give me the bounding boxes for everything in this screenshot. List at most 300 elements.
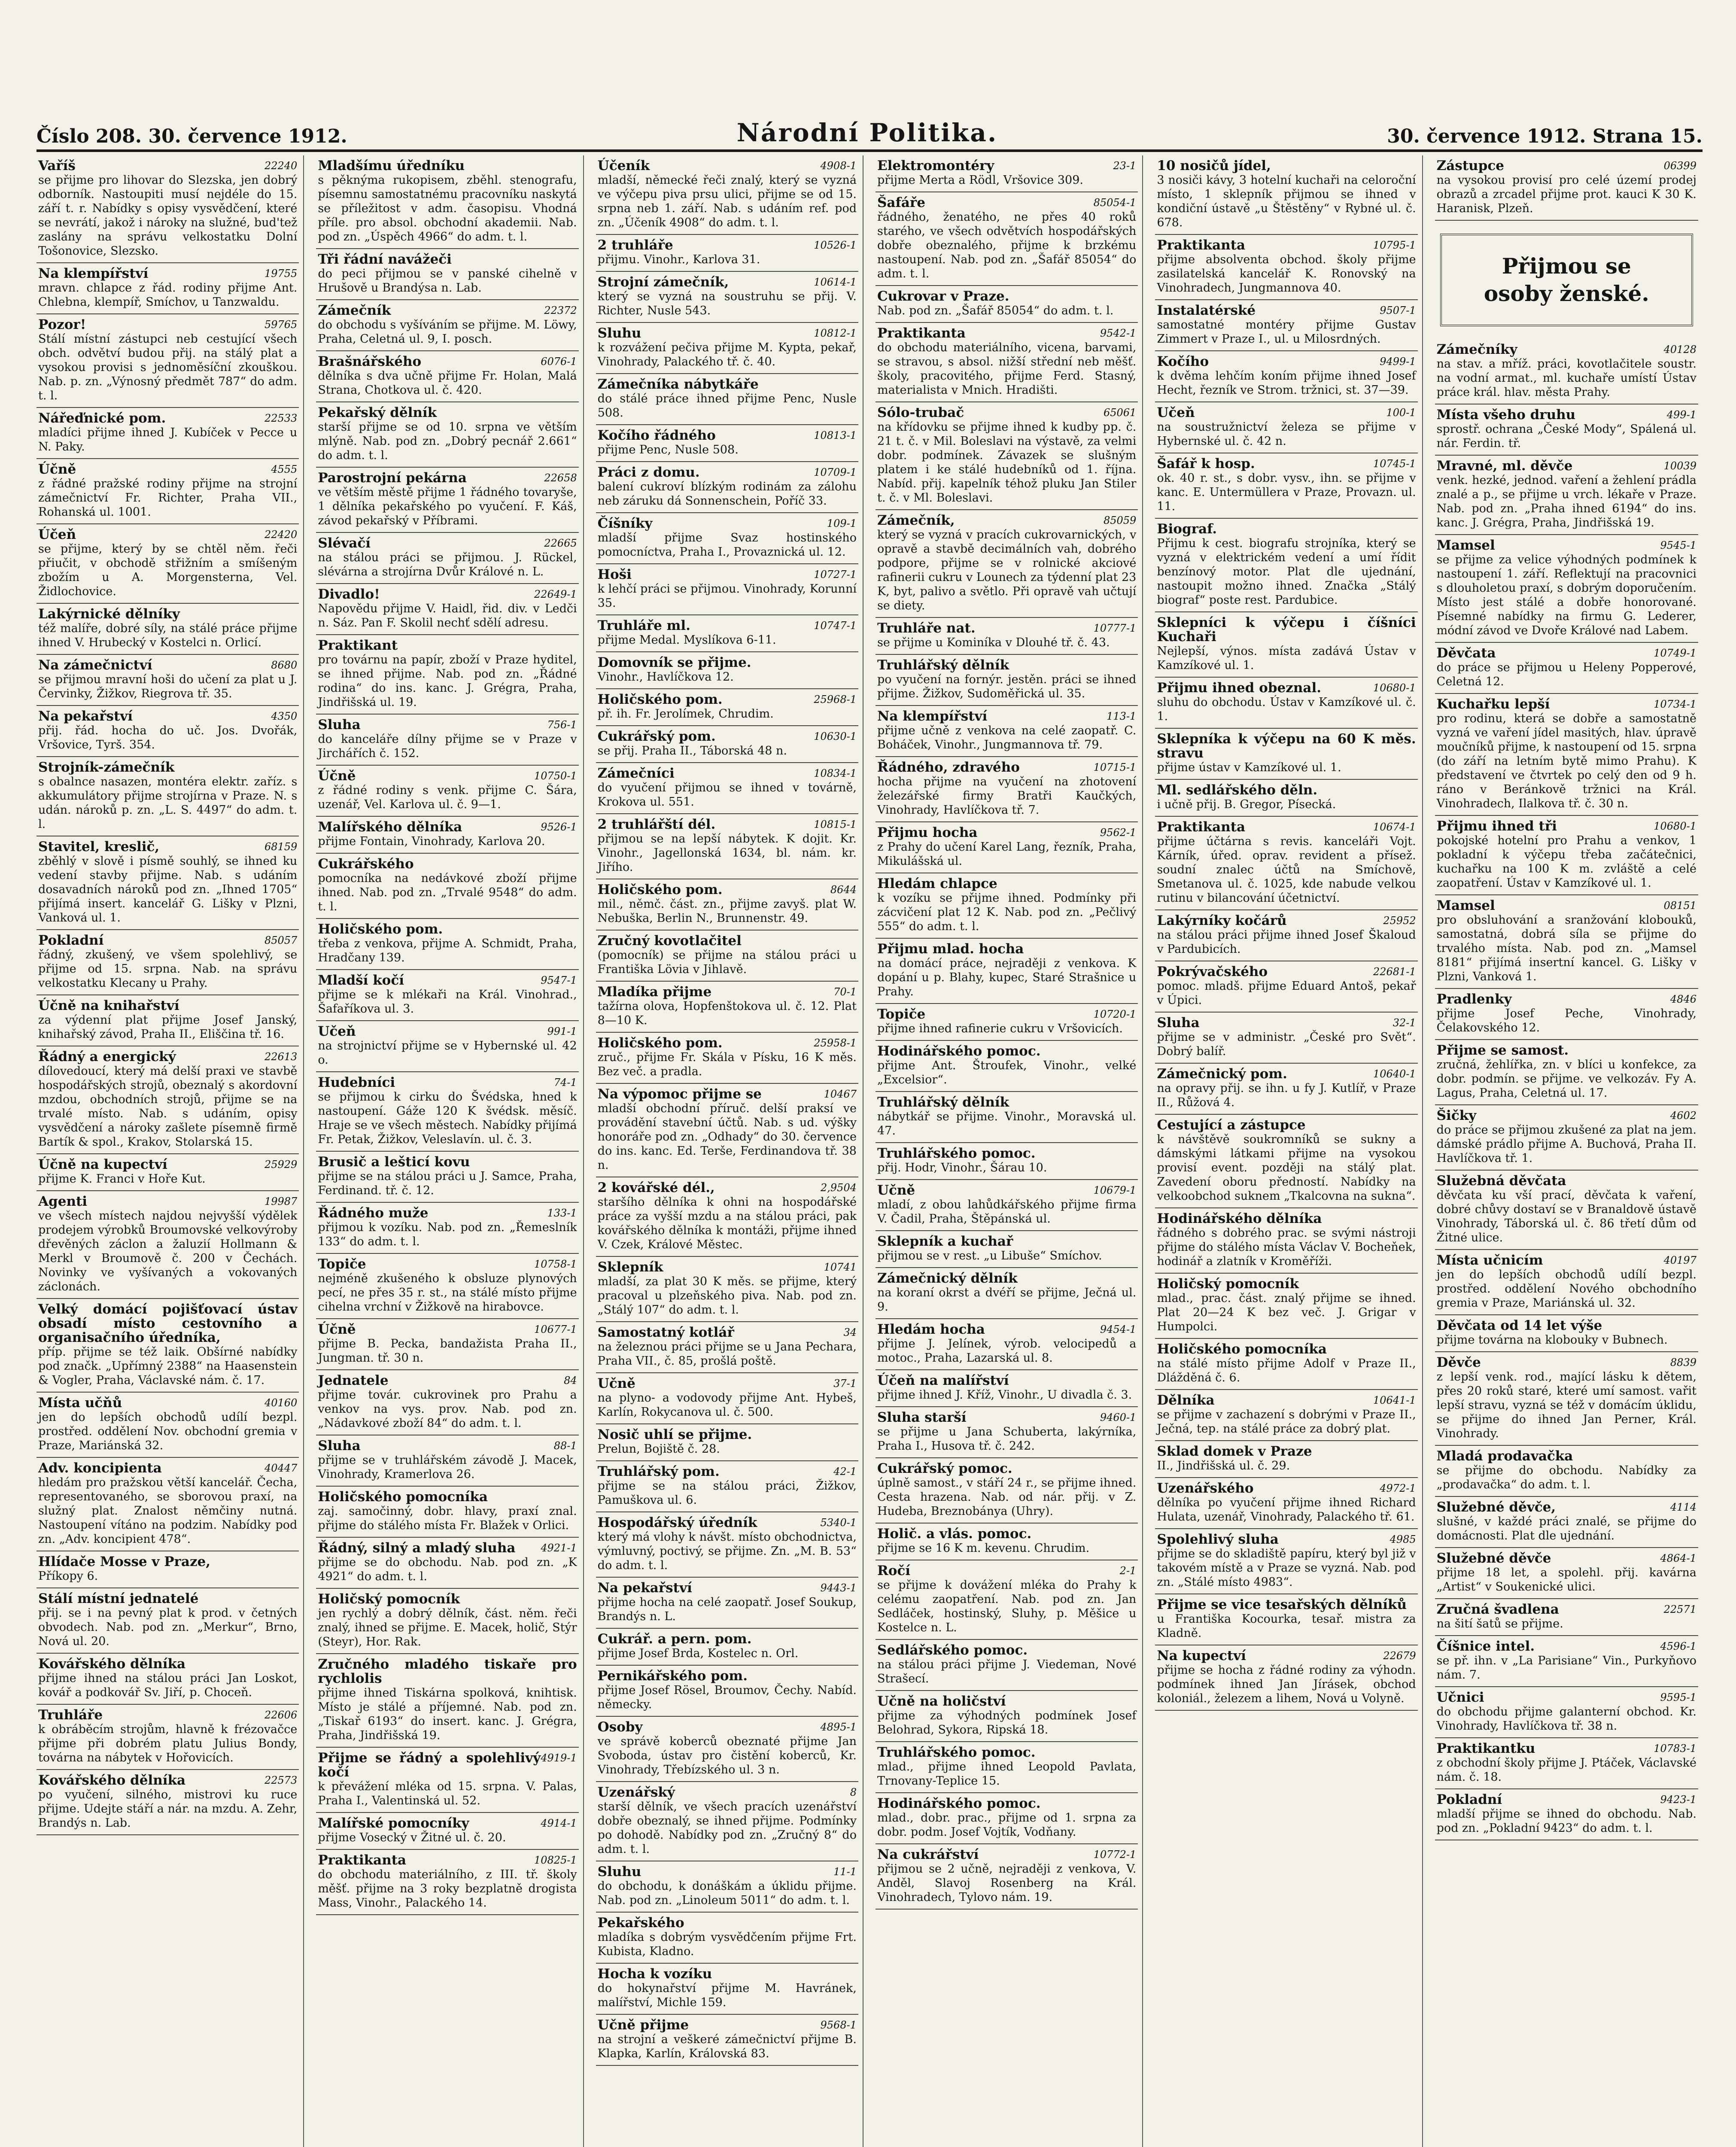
ad-body: 3 nosiči kávy, 3 hotelní kuchaři na celoroční místo, 1 sklepník přijmou se ihned v kondiční ústavě „u Štěstěny“ v Rybné ul. č. 678. <box>1157 173 1416 229</box>
ad-heading: Kovářského dělníka <box>38 1656 186 1672</box>
ad-body: přijmou se na lepší nábytek. K dojit. Kr. Vinohr., Jagellonská 1634, bl. nám. kr. Jiřího. <box>597 832 857 874</box>
section-box-line: Přijmou se <box>1502 253 1631 279</box>
ad-code: 9595-1 <box>1660 1691 1696 1703</box>
ad-heading: Praktikanta <box>1157 237 1246 253</box>
classified-ad <box>596 763 858 814</box>
ad-body: přijmou k vozíku. Nab. pod zn. „Řemeslník 133“ do adm. t. l. <box>318 1221 577 1248</box>
classified-ad <box>1435 1250 1698 1315</box>
classified-ad <box>876 873 1138 939</box>
classified-ad <box>876 155 1138 192</box>
ad-heading: Hodinářského pomoc. <box>877 1043 1041 1059</box>
classified-ad <box>1435 1171 1698 1250</box>
ad-body: k převážení mléka od 15. srpna. V. Palas, Praha I., Valentinská ul. 52. <box>318 1780 577 1807</box>
classified-ad <box>596 1578 858 1629</box>
ad-heading: Zámečníky <box>1436 342 1517 357</box>
header-rule <box>36 149 1703 152</box>
ad-heading: Nářeďnické pom. <box>38 411 166 426</box>
classified-ad <box>1435 895 1698 989</box>
classified-ad <box>316 351 578 402</box>
ad-heading: Služebné děvče <box>1436 1551 1551 1566</box>
ad-body: přijme továrna na klobouky v Bubnech. <box>1436 1333 1668 1347</box>
ad-heading: Holič. a vlás. pomoc. <box>877 1526 1032 1542</box>
ad-heading: Truhláře ml. <box>597 618 690 633</box>
ad-code: 9443-1 <box>820 1582 857 1594</box>
ad-heading: Nosič uhlí se přijme. <box>597 1427 752 1442</box>
section-box-line: osoby ženské. <box>1484 281 1649 306</box>
ad-heading: Ročí <box>877 1563 911 1578</box>
ad-code: 8644 <box>830 884 857 896</box>
column-5 <box>1155 155 1423 2147</box>
ad-code: 70-1 <box>833 986 857 998</box>
classified-ad <box>1155 1064 1417 1115</box>
classified-ad <box>876 1691 1138 1742</box>
classified-ad <box>1155 1013 1417 1064</box>
ad-body: pro továrnu na papír, zboží v Praze hyditel, se ihned přijme. Nab. pod zn. „Řádné rodina“ do ins. kanc. J. Grégra, Praha, Jindřišská ul. 19. <box>318 653 577 709</box>
ad-body: u Františka Kocourka, tesař. mistra za Kladně. <box>1157 1612 1416 1640</box>
classified-ad <box>36 1191 299 1299</box>
classified-ad <box>876 1524 1138 1560</box>
ad-code: 9545-1 <box>1660 539 1696 551</box>
ad-code: 10680-1 <box>1373 682 1416 694</box>
ad-code: 4114 <box>1670 1501 1696 1513</box>
classified-ad <box>1155 678 1417 729</box>
ad-heading: Účeník <box>597 158 650 173</box>
classified-ad <box>876 822 1138 873</box>
ad-code: 9568-1 <box>820 2019 857 2031</box>
ad-heading: Místa všeho druhu <box>1436 407 1576 423</box>
ad-body: se přijme do obchodu. Nabídky za „prodavačka“ do adm. t. l. <box>1436 1464 1696 1491</box>
ad-code: 4919-1 <box>541 1752 577 1764</box>
ad-heading: Šafář k hosp. <box>1157 456 1255 471</box>
ad-body: na strojnictví přijme se v Hybernské ul. 42 o. <box>318 1039 577 1067</box>
ad-heading: Holičského pom. <box>597 1035 723 1051</box>
classified-ad <box>1155 351 1417 402</box>
ad-heading: Děvčata <box>1436 645 1496 661</box>
page-header <box>36 111 1703 147</box>
ad-code: 6076-1 <box>541 356 577 368</box>
ad-body: na strojní a veškeré zámečnictví přijme B. Klapka, Karlín, Královská 83. <box>597 2033 857 2060</box>
classified-ad <box>1155 453 1417 519</box>
ad-body: přijme se do obchodu. Nab. pod zn. „K 4921“ do adm. t. l. <box>318 1556 577 1583</box>
ad-code: 25958-1 <box>814 1037 857 1049</box>
classified-ad <box>876 1092 1138 1143</box>
ad-code: 10825-1 <box>534 1854 577 1866</box>
ad-heading: Kovářského dělníka <box>38 1773 186 1788</box>
ad-code: 2-1 <box>1119 1565 1137 1577</box>
ad-heading: Zámečnický dělník <box>877 1271 1018 1286</box>
ad-body: přijme ihned rafinerie cukru v Vršovicích. <box>877 1022 1123 1035</box>
ad-code: 68159 <box>264 841 298 853</box>
ad-code: 109-1 <box>827 517 857 529</box>
ad-heading: Zámečníci <box>597 766 675 781</box>
ad-heading: Učnici <box>1436 1690 1484 1705</box>
classified-ad <box>36 1299 299 1393</box>
ad-body: z lepší venk. rod., mající lásku k dětem, přes 20 roků staré, které umí samost. vařit lepší stravu, vyzná se též v domácím úklidu, se přijme do ihned Jan Perner, Král. Vinohrady. <box>1436 1370 1696 1440</box>
ad-body: k obráběcím strojům, hlavně k frézovačce přijme při dobrém platu Julius Bondy, továrna na nábytek v Hořovicích. <box>38 1723 298 1764</box>
ad-code: 10715-1 <box>1093 761 1137 773</box>
ad-code: 9460-1 <box>1100 1411 1137 1423</box>
ad-code: 4908-1 <box>820 160 857 172</box>
newspaper-title: Národní Politika. <box>736 118 998 147</box>
classified-ad <box>596 1964 858 2015</box>
ad-code: 10039 <box>1663 460 1696 472</box>
ad-code: 22665 <box>544 537 577 549</box>
ad-heading: Pradlenky <box>1436 991 1512 1007</box>
ad-body: ok. 40 r. st., s dobr. vysv., ihn. se přijme v kanc. E. Untermüllera v Praze, Provazn. ul. 11. <box>1157 471 1416 513</box>
ad-code: 4602 <box>1670 1110 1696 1122</box>
ad-body: Prelun, Bojiště č. 28. <box>597 1442 720 1456</box>
ad-code: 9454-1 <box>1100 1323 1137 1335</box>
ad-heading: Brusič a lešticí kovu <box>318 1154 470 1170</box>
classified-ad <box>36 408 299 459</box>
ad-body: přijme Josef Rösel, Broumov, Čechy. Nabíd. německy. <box>597 1684 857 1711</box>
ad-body: jen do lepších obchodů udílí bezpl. prostřed. oddělení Nového obchodního gremia v Praze, Mariánská ul. 32. <box>1436 1268 1696 1310</box>
ad-heading: Cukrářského <box>318 856 414 872</box>
classified-ad <box>876 323 1138 402</box>
ad-heading: Učně <box>597 1376 635 1391</box>
ad-body: na domácí práce, nejraději z venkova. K dopání u p. Blahy, kupec, Staré Strašnice u Prahy. <box>877 957 1137 998</box>
ad-code: 4972-1 <box>1380 1482 1416 1494</box>
ad-code: 499-1 <box>1666 409 1696 421</box>
classified-ad <box>316 249 578 300</box>
ad-heading: Sluha <box>318 1438 361 1454</box>
ad-heading: Na pekařství <box>38 709 133 724</box>
ad-code: 34 <box>843 1326 857 1338</box>
classified-ad <box>596 2015 858 2066</box>
classified-ad <box>1435 643 1698 694</box>
ad-code: 10526-1 <box>814 239 857 251</box>
classified-ad <box>316 635 578 715</box>
ad-code: 9562-1 <box>1100 827 1137 839</box>
ad-heading: Sluha starší <box>877 1410 967 1425</box>
ad-body: se přijme v zachazení s dobrými v Praze II., Ječná, tep. na stálé práce za dobrý plat. <box>1157 1408 1416 1435</box>
ad-body: přijme Fontain, Vinohrady, Karlova 20. <box>318 835 545 848</box>
classified-ad <box>316 1589 578 1654</box>
ad-heading: Pekařského <box>597 1915 684 1931</box>
ad-code: 65061 <box>1103 407 1137 419</box>
classified-ad <box>876 1640 1138 1691</box>
ad-heading: Brašnářského <box>318 354 422 369</box>
ad-body: přijme ústav v Kamzíkové ul. 1. <box>1157 761 1341 774</box>
ad-body: se přijme k dovážení mléka do Prahy k celému zaopatření. Nab. pod zn. Jan Sedláček, hostinský, Sluhy, p. Měšice u Kostelce n. L. <box>877 1578 1137 1634</box>
ad-code: 74-1 <box>553 1077 577 1089</box>
ad-body: z řádné pražské rodiny přijme na strojní zámečnictví Fr. Richter, Praha VII., Rohanská ul. 1001. <box>38 477 298 519</box>
classified-ad <box>1155 1274 1417 1339</box>
ad-code: 133-1 <box>547 1207 577 1219</box>
classified-ad <box>1435 339 1698 404</box>
classified-ad <box>316 584 578 635</box>
classified-ad <box>36 706 299 757</box>
ad-body: i učně přij. B. Gregor, Písecká. <box>1157 798 1336 811</box>
classified-ad <box>316 817 578 854</box>
ad-body: přijme Penc, Nusle 508. <box>597 443 739 456</box>
ad-body: přijme ihned J. Kříž, Vinohr., U divadla č. 3. <box>877 1388 1132 1402</box>
ad-heading: Cukrářský pom. <box>597 729 716 744</box>
ad-heading: Mamsel <box>1436 898 1495 913</box>
ad-body: do obchodu materiálního, vicena, barvami, se stravou, s absol. nižší střední neb měšť. školy, pracovitého, přijme Ferd. Stasný, materialista v Mnich. Hradišti. <box>877 341 1137 397</box>
ad-body: přijme hocha na celé zaopatř. Josef Soukup, Brandýs n. L. <box>597 1596 857 1623</box>
ad-heading: Přijme se samost. <box>1436 1043 1569 1058</box>
classified-ad <box>316 1072 578 1152</box>
ad-body: děvčata ku vší prací, děvčata k vaření, dobré chůvy dostaví se v Branaldově ústavě Vinohrady, Táborská ul. č. 86 třetí dům od Žitné ulice. <box>1436 1189 1696 1244</box>
classified-ad <box>1155 155 1417 235</box>
ad-body: přij. řád. hocha do uč. Jos. Dvořák, Vršovice, Tyrš. 354. <box>38 724 298 751</box>
classified-ad <box>596 726 858 763</box>
ad-body: též malíře, dobré síly, na stálé práce přijme ihned V. Hrubecký v Kostelci n. Orlicí. <box>38 622 298 649</box>
classified-ad <box>1435 1497 1698 1548</box>
ad-code: 22606 <box>264 1709 298 1721</box>
ad-body: zaj. samočinný, dobr. hlavy, praxí znal. přijme do stálého místa Fr. Blažek v Orlici. <box>318 1505 577 1532</box>
ad-heading: Učeň <box>318 1024 356 1039</box>
ad-body: přijme učně z venkova na celé zaopatř. C. Boháček, Vinohr., Jungmannova tř. 79. <box>877 724 1137 751</box>
ad-heading: Truhlářského pomoc. <box>877 1146 1036 1161</box>
ad-heading: Sklepník a kuchař <box>877 1234 1013 1249</box>
classified-ad <box>36 1654 299 1705</box>
ad-body: ve správě koberců obeznaté přijme Jan Svoboda, ústav pro čistění koberců, Kr. Vinohrady, Třebízského ul. 3 n. <box>597 1735 857 1776</box>
ad-body: přijmou se v rest. „u Libuše“ Smíchov. <box>877 1249 1102 1262</box>
ad-heading: Na zámečnictví <box>38 657 152 673</box>
ad-code: 8 <box>850 1786 857 1798</box>
classified-ad <box>316 1850 578 1915</box>
ad-heading: Kuchařku lepší <box>1436 696 1550 712</box>
ad-code: 10467 <box>824 1088 857 1100</box>
ad-heading: Hoši <box>597 567 632 582</box>
ad-code: 10734-1 <box>1654 698 1696 710</box>
ad-heading: Sólo-trubač <box>877 405 964 420</box>
ad-body: na železnou práci přijme se u Jana Pechara, Praha VII., č. 85, prošlá poště. <box>597 1340 857 1368</box>
classified-ad <box>316 1435 578 1487</box>
classified-ad <box>876 1004 1138 1041</box>
ad-heading: Biograf. <box>1157 521 1217 537</box>
ad-body: přijme se v administr. „České pro Svět“. Dobrý balíř. <box>1157 1031 1416 1058</box>
ad-body: přijme B. Pecka, bandažista Praha II., Jungman. tř. 30 n. <box>318 1337 577 1365</box>
ad-code: 06399 <box>1663 160 1696 172</box>
ad-body: ve větším městě přijme 1 řádného tovaryše, 1 dělníka pekařského po vyučení. F. Káš, závod pekařský v Příbrami. <box>318 486 577 527</box>
ad-heading: Samostatný kotlář <box>597 1325 734 1340</box>
ad-heading: Učně přijme <box>597 2017 689 2033</box>
ad-body: se přijmou mravní hoši do učení za plat u J. Červinky, Žižkov, Riegrova tř. 35. <box>38 673 298 700</box>
ad-body: ve všech místech najdou nejvyšší výdělek prodejem výrobků Broumovské velkovýroby dřevěných záclon a žaluzií Hollmann & Merkl v Broumově č. 200 v Čechách. Novinky ve vyšívaných a vokovaných záclonách. <box>38 1209 298 1293</box>
ad-heading: Lakýrníky kočárů <box>1157 913 1287 928</box>
ad-body: přijme Medal. Myslíkova 6-11. <box>597 633 776 647</box>
ad-body: pomocníka na nedávkové zboží přijme ihned. Nab. pod zn. „Trvalé 9548“ do adm. t. l. <box>318 872 577 913</box>
ad-code: 10812-1 <box>814 327 857 339</box>
ad-body: do práce se přijmou u Heleny Popperové, Celetná 12. <box>1436 661 1696 688</box>
classified-ad <box>876 286 1138 323</box>
ad-heading: Vaříš <box>38 158 76 173</box>
classified-ad <box>596 235 858 272</box>
classified-ad <box>876 1458 1138 1524</box>
ad-body: (pomocník) se přijme na stálou práci u Františka Lövia v Jihlavě. <box>597 949 857 976</box>
classified-ad <box>36 155 299 263</box>
ad-body: na křídovku se přijme ihned k kudby pp. č. 21 t. č. v Mil. Boleslavi na výstavě, za velmi dobr. podmínek. Závazek se slušným platem i ke stálé hudebníků od 1. října. Nabíd. přij. kapelník téhož pluku Jan Stiler t. č. v Ml. Boleslavi. <box>877 420 1137 505</box>
classified-ad <box>596 982 858 1033</box>
ad-body: do peci přijmou se v panské cihelně v Hrušově u Brandýsa n. Lab. <box>318 267 577 295</box>
classified-ad <box>36 524 299 604</box>
ad-heading: Velký domácí pojišťovací ústav obsadí místo cestovního a organisačního úředníka, <box>38 1302 298 1345</box>
classified-ad <box>316 1021 578 1072</box>
ad-body: který má vlohy k návšt. místo obchodnictva, výmluvný, poctivý, se přijme. Zn. „M. B. 53“ do adm. t. l. <box>597 1530 857 1572</box>
ad-code: 9499-1 <box>1380 356 1416 368</box>
ad-heading: Pokrývačského <box>1157 964 1268 979</box>
ad-body: Stálí místní zástupci neb cestující všech obch. odvětví budou přij. na stálý plat a vysokou provisi s jednoměsíční zkouškou. Nab. p. zn. „Výnosný předmět 787“ do adm. t. l. <box>38 332 298 402</box>
ad-body: přijme účtárna s revis. kanceláři Vojt. Kárník, úřed. oprav. revident a přísež. soudní znalec účtů na Smíchově, Smetanova ul. č. 1025, kde nabude velkou rutinu v bilancování účetnictví. <box>1157 835 1416 905</box>
ad-heading: Praktikantku <box>1436 1741 1535 1756</box>
ad-code: 9542-1 <box>1100 327 1137 339</box>
ad-heading: Pozor! <box>38 317 86 332</box>
ad-heading: Na kupectví <box>1157 1648 1246 1663</box>
ad-code: 85057 <box>264 934 298 946</box>
ad-body: mlad., přijme ihned Leopold Pavlata, Trnovany-Teplice 15. <box>877 1760 1137 1788</box>
classified-ad <box>1155 817 1417 910</box>
ad-code: 23-1 <box>1113 160 1137 172</box>
ad-heading: Sklad domek v Praze <box>1157 1444 1312 1459</box>
ad-body: mlad., dobr. prac., přijme od 1. srpna za dobr. podm. Josef Vojtík, Vodňany. <box>877 1811 1137 1839</box>
ad-code: 10720-1 <box>1093 1008 1137 1020</box>
ad-code: 113-1 <box>1107 710 1137 722</box>
ad-heading: Mladíka přijme <box>597 984 712 1000</box>
ad-code: 22573 <box>264 1774 298 1786</box>
classified-ad <box>1155 519 1417 612</box>
ad-heading: Sklepníci k výčepu i číšníci Kuchaři <box>1157 615 1416 645</box>
classified-ad <box>596 1717 858 1782</box>
classified-ad <box>876 1231 1138 1268</box>
ad-heading: Pokladní <box>38 933 104 948</box>
classified-ad <box>316 1254 578 1319</box>
classified-ad <box>1435 1789 1698 1840</box>
ad-code: 32-1 <box>1392 1017 1416 1029</box>
classified-ad <box>596 374 858 425</box>
classified-ad <box>36 836 299 930</box>
ad-heading: Pernikářského pom. <box>597 1668 748 1684</box>
ad-heading: Divadlo! <box>318 587 380 602</box>
classified-ad <box>36 1458 299 1551</box>
ad-heading: Přijmu hocha <box>877 825 978 840</box>
column-2 <box>316 155 584 2147</box>
ad-code: 22420 <box>264 529 298 541</box>
ad-body: se přijme u Jana Schuberta, lakýrníka, Praha I., Husova tř. č. 242. <box>877 1425 1137 1453</box>
ad-body: na soustružnictví železa se přijme v Hybernské ul. č. 42 n. <box>1157 420 1416 448</box>
ad-heading: Topiče <box>318 1256 366 1272</box>
ad-code: 4914-1 <box>541 1817 577 1829</box>
classified-ad <box>316 155 578 249</box>
classified-ad <box>316 919 578 970</box>
column-3 <box>596 155 863 2147</box>
classified-ad <box>316 468 578 533</box>
classified-ad <box>596 425 858 462</box>
classified-ad <box>876 1041 1138 1092</box>
classified-ad <box>1155 300 1417 351</box>
classified-ad <box>1155 1208 1417 1274</box>
ad-heading: Místa učnicím <box>1436 1253 1543 1268</box>
ad-heading: Na cukrářství <box>877 1847 979 1862</box>
ad-heading: Truhláře nat. <box>877 620 976 636</box>
ad-body: balení cukroví blízkým rodinám za zálohu neb záruku dá Sonnenschein, Poříč 33. <box>597 480 857 508</box>
ad-heading: Praktikanta <box>318 1852 407 1868</box>
ad-body: př. ih. Fr. Jerolímek, Chrudim. <box>597 707 774 721</box>
ad-heading: Služebné děvče, <box>1436 1499 1556 1515</box>
column-6 <box>1435 155 1703 2147</box>
ad-body: přijme ihned na stálou práci Jan Loskot, kovář a podkovář Sv. Jiří, p. Choceň. <box>38 1672 298 1699</box>
ad-body: se přijme za velice výhodných podmínek k nastoupení 1. září. Reflektují na pracovnici s dlouholetou praxí, s dobrým doporučením. Místo jest stálé a dobře honorované. Písemné nabídky na firmu G. Lederer, módní závod ve Dvoře Králové nad Labem. <box>1436 553 1696 637</box>
issue-date: Číslo 208. 30. července 1912. <box>36 125 347 147</box>
ad-body: přijmou se 2 učně, nejraději z venkova, V. Anděl, Slavoj Rosenberg na Král. Vinohradech, Tylovo nám. 19. <box>877 1862 1137 1904</box>
column-4 <box>876 155 1143 2147</box>
ad-body: do obchodu přijme galanterní obchod. Kr. Vinohrady, Havlíčkova tř. 38 n. <box>1436 1705 1696 1733</box>
ad-heading: Instalatérské <box>1157 303 1256 318</box>
ad-heading: Osoby <box>597 1719 643 1735</box>
ad-heading: Učeň <box>1157 405 1195 420</box>
ad-code: 4596-1 <box>1660 1640 1696 1652</box>
ad-heading: Slévačí <box>318 535 371 551</box>
ad-heading: Kočího <box>1157 354 1209 369</box>
ad-body: na stálé místo přijme Adolf v Praze II., Dlážděná č. 6. <box>1157 1357 1416 1384</box>
ad-heading: Mladšímu úředníku <box>318 158 465 173</box>
classified-ad <box>36 1046 299 1154</box>
ad-body: jen do lepších obchodů udílí bezpl. prostřed. oddělení Nov. obchodní gremia v Praze, Mariánská 32. <box>38 1411 298 1452</box>
ad-code: 25952 <box>1383 915 1416 927</box>
classified-ad <box>1435 1687 1698 1738</box>
classified-ad <box>36 459 299 524</box>
ad-heading: Uzenářského <box>1157 1481 1254 1496</box>
ad-code: 22533 <box>264 412 298 424</box>
ad-code: 25968-1 <box>814 693 857 706</box>
ad-body: přijme se hocha z řádné rodiny za výhodn. podmínek ihned Jan Jírásek, obchod koloniál., železem a lihem, Nová u Volyně. <box>1157 1663 1416 1705</box>
ad-body: na opravy přij. se ihn. u fy J. Kutlíř, v Praze II., Růžová 4. <box>1157 1082 1416 1109</box>
classified-ad <box>1435 1315 1698 1352</box>
ad-body: přijmu. Vinohr., Karlova 31. <box>597 253 760 266</box>
ad-body: mil., němč. část. zn., přijme zavyš. plat W. Nebuška, Berlin N., Brunnenstr. 49. <box>597 897 857 925</box>
ad-body: na koraní okrst a dvéří se přijme, Ječná ul. 9. <box>877 1286 1137 1314</box>
ad-code: 10677-1 <box>534 1323 577 1335</box>
ad-body: starší přijme se od 10. srpna ve větším mlýně. Nab. pod zn. „Dobrý pecnář 2.661“ do adm. t. l. <box>318 420 577 462</box>
ad-heading: Holičský pomocník <box>1157 1276 1299 1292</box>
ad-code: 22240 <box>264 160 298 172</box>
classified-ad <box>876 655 1138 706</box>
ad-code: 4555 <box>271 463 298 475</box>
ad-heading: Zámečník, <box>877 513 955 528</box>
classified-ad <box>36 263 299 314</box>
classified-ad <box>1155 1478 1417 1529</box>
ad-heading: Učně <box>877 1183 915 1198</box>
ad-body: řádného s dobrého prac. se svými nástroji přijme do stálého místa Václav V. Bocheňek, hodinář a zlatník v Kroměříži. <box>1157 1226 1416 1268</box>
ad-heading: Účně <box>38 462 76 477</box>
ad-heading: Domovník se přijme. <box>597 655 751 670</box>
ad-heading: Řádného muže <box>318 1205 429 1221</box>
ad-body: přijme Josef Brda, Kostelec n. Orl. <box>597 1647 799 1660</box>
classified-ad <box>316 300 578 351</box>
classified-ad <box>36 995 299 1046</box>
ad-body: přijme se k mlékaři na Král. Vinohrad., Šafaříkova ul. 3. <box>318 988 577 1016</box>
classified-ad <box>596 1666 858 1717</box>
classified-ad <box>1435 155 1698 221</box>
section-box <box>1440 234 1693 326</box>
ad-code: 10749-1 <box>1654 647 1696 659</box>
ad-heading: Holičského pom. <box>318 921 443 937</box>
ad-code: 85059 <box>1103 514 1137 526</box>
ad-code: 84 <box>564 1375 577 1387</box>
classified-ad <box>36 1551 299 1588</box>
ad-heading: Strojní zámečník, <box>597 274 729 290</box>
ad-heading: Šičky <box>1436 1108 1477 1123</box>
classified-ad <box>1435 1548 1698 1599</box>
ad-heading: Účeň <box>38 527 76 542</box>
ad-heading: Šafáře <box>877 195 925 210</box>
ad-heading: Zručný kovotlačitel <box>597 933 742 949</box>
ad-heading: Sluha <box>1157 1015 1200 1031</box>
ad-code: 40197 <box>1663 1254 1696 1266</box>
ad-body: pomoc. mladš. přijme Eduard Antoš, pekař v Úpici. <box>1157 979 1416 1007</box>
